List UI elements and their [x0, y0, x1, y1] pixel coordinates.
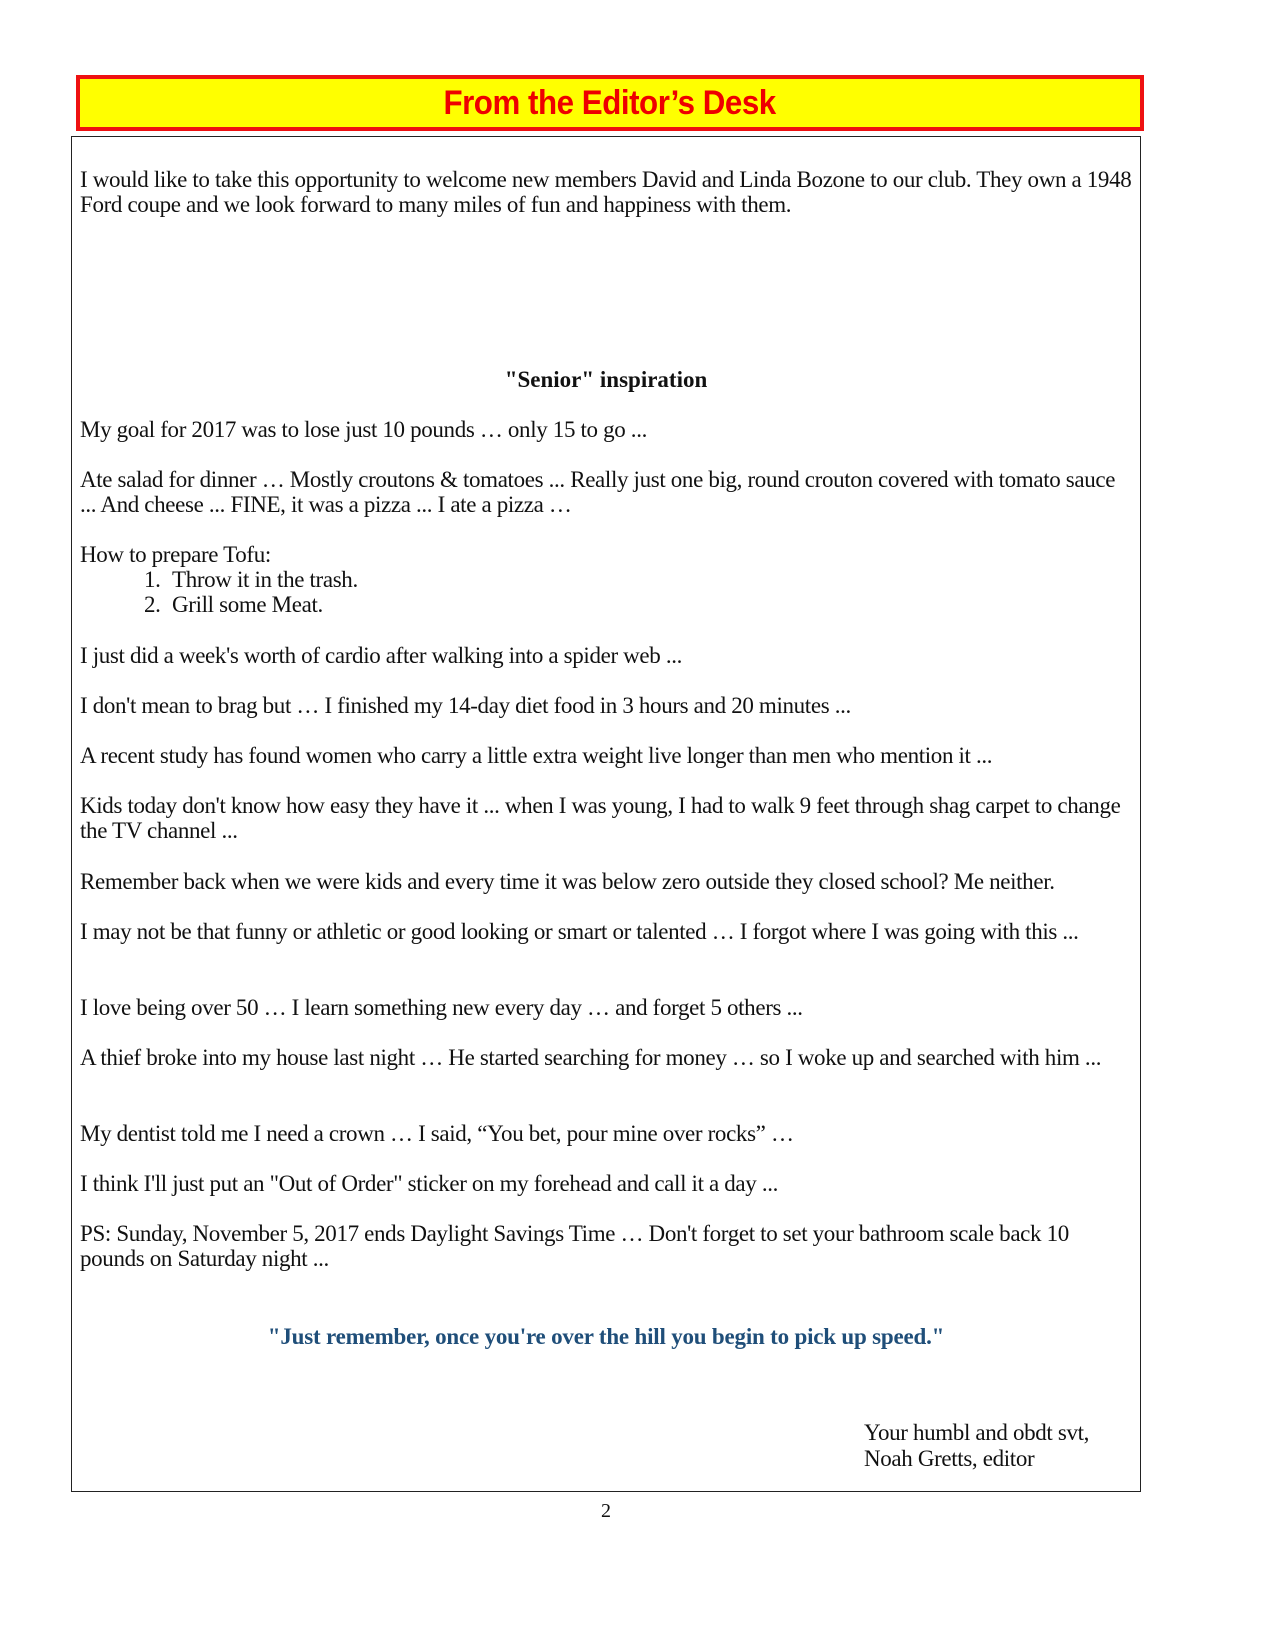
list-number: 1. [144, 567, 161, 592]
list-item [144, 592, 358, 617]
joke-paragraph: I may not be that funny or athletic or good looking or smart or talented … I forgot where I was going with this ... [80, 919, 1079, 944]
tofu-steps-list [144, 567, 358, 617]
list-number: 2. [144, 592, 161, 617]
list-item [144, 567, 358, 592]
section-heading: "Senior" inspiration [504, 367, 708, 392]
joke-paragraph: I love being over 50 … I learn something new every day … and forget 5 others ... [80, 995, 803, 1020]
joke-paragraph: I think I'll just put an "Out of Order" sticker on my forehead and call it a day ... [80, 1171, 779, 1196]
tofu-intro: How to prepare Tofu: [80, 542, 271, 567]
list-text: Throw it in the trash. [172, 567, 358, 592]
joke-paragraph: My goal for 2017 was to lose just 10 pounds … only 15 to go ... [80, 417, 647, 442]
joke-paragraph: Kids today don't know how easy they have it ... when I was young, I had to walk 9 feet through shag carpet to change the TV channel ... [80, 793, 1121, 843]
joke-paragraph: A thief broke into my house last night … He started searching for money … so I woke up and searched with him ... [80, 1045, 1102, 1070]
editor-header-banner [76, 75, 1144, 131]
list-text: Grill some Meat. [172, 592, 323, 617]
joke-paragraph: I just did a week's worth of cardio after walking into a spider web ... [80, 643, 683, 668]
signature-closing: Your humbl and obdt svt, [864, 1420, 1090, 1445]
joke-paragraph: Ate salad for dinner … Mostly croutons & tomatoes ... Really just one big, round crouton covered with tomato sauce ... And cheese ... FINE, it was a pizza ... I ate a pizza … [80, 467, 1116, 517]
joke-paragraph: A recent study has found women who carry a little extra weight live longer than men who mention it ... [80, 743, 993, 768]
article-content-box [71, 136, 1141, 1492]
signature-name: Noah Gretts, editor [864, 1446, 1035, 1471]
welcome-paragraph: I would like to take this opportunity to welcome new members David and Linda Bozone to our club. They own a 1948 Ford coupe and we look forward to many miles of fun and happiness with them. [80, 167, 1132, 217]
closing-quote: "Just remember, once you're over the hill you begin to pick up speed." [267, 1324, 945, 1349]
joke-paragraph: I don't mean to brag but … I finished my 14-day diet food in 3 hours and 20 minutes ... [80, 693, 851, 718]
page-number: 2 [601, 1500, 611, 1522]
joke-paragraph: Remember back when we were kids and every time it was below zero outside they closed school? Me neither. [80, 869, 1055, 894]
joke-paragraph: My dentist told me I need a crown … I said, “You bet, pour mine over rocks” … [80, 1121, 794, 1146]
editor-signature [864, 1420, 1089, 1472]
page-title: From the Editor’s Desk [443, 84, 777, 122]
ps-paragraph: PS: Sunday, November 5, 2017 ends Daylight Savings Time … Don't forget to set your bathroom scale back 10 pounds on Saturday night ... [80, 1221, 1069, 1271]
